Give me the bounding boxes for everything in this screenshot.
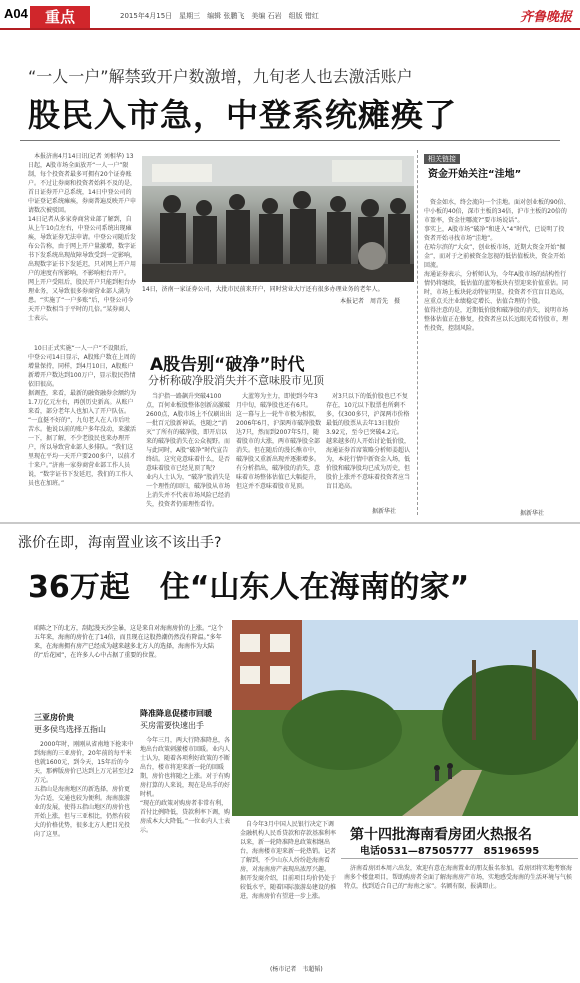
lead-photo-caption: 14日，济南一家证券公司，大批市民前来开户，同时营业大厅还有很多办理业务的老年人。	[142, 286, 384, 293]
ad-mid-body: 今年三月，两大行降准降息，各地出台政策刺激楼市回暖。业内人士认为，随着各项利好政策的不断出台，楼市将迎来新一轮的回暖期，房价也将随之上涨。对于有购房打算的人来说，现在是出手的好时机。 “现在的政策对购房者非常有利，首付比例降低，贷款利率下调，购房成本大大降低。”一位业内人士表示。	[140, 737, 231, 834]
second-subhead: 分析称破净股消失并不意味股市见顶	[148, 374, 324, 387]
tour-body: 济南看房团本周六出发，欢迎有意在海南置业的朋友报名参加。看房团将实地考察海南多个楼盘项目，帮助购房者全面了解海南房产市场，实地感受海南的生活环境与气候特点，找到适合自己的“海南之家”。名额有限，报满即止。	[344, 865, 573, 890]
lead-headline: 股民入市急，中登系统瘫痪了	[28, 96, 458, 134]
second-headline: A股告别“破净”时代	[150, 355, 305, 375]
related-link-tag: 相关链接	[424, 154, 460, 164]
photo-crowd-illustration	[142, 156, 414, 282]
sidebar-divider	[417, 150, 418, 515]
lead-column-1: 本报济南4月14日讯(记者 刘相华) 13日起，A股市场全面放开“一人一户”限制，每个投资者最多可拥有20个证券账户。不过让券商和投资者始料不及的是，首日证券开户总系统，14日中登公司的中证登记系统瘫痪，券商普遍反映开户申请数次被驳回。 14日记者从多家券商营业部了解到，自从上午10点左右，中登公司系统出现瘫痪，导致证券无法申请。中登公司随后发布公告称，由于网上开户量激增，数字证书下发系统出现故障导致受到一定影响，出现数字证书下发延迟，只对网上开户用户的速度有所影响，不影响柜台开户。 网上开户受阻后，股民开户只能到柜台办理业务，又导致很多券商营业部人满为患。“实施了“一户多账”后，中登公司今天开户数相当于平时的几倍。”某券商人士表示。	[28, 153, 136, 322]
ad-headline: 36万起 住“山东人在海南的家”	[28, 570, 470, 605]
ad-intro: 咱陈之下的北方，刮起漫天沙尘暴，这是来自对海南房价的上涨。“这个五年来，海南的房价在了14倍，而且现在这股热潮仍然没有降温。”多年来，在海南拥有房产已经成为越来越多北方人的选择，海南作为大陆的“后花园”，在许多人心中占据了重要的位置。	[34, 625, 224, 659]
second-column-1: 当沪指一路飙升突破4100点，百何业板股整体创新高激破2600点，A股市场上不仅刷出出一批百元股新神话，也随之“消灭”了所有的破净股，即开启以来的破净股消失在公众视野。而与此同时，A股“破净”时代宣告终结。这究竟意味着什么，是否意味着股市已经见顶了呢? 业内人士认为，“破净”股消失是一个理性的回归，破净股从市场上消失并不代表市场风险已经消失，投资者仍需理性看待。	[146, 393, 232, 508]
resort-photo	[232, 620, 578, 816]
resort-illustration	[232, 620, 578, 816]
ad-mid-subtitle: 买房需要快速出手	[140, 721, 204, 730]
ad-mid-title: 降准降息促楼市回暖	[140, 709, 212, 718]
ad-left-body: 2000年时，刚刚从省南地下抢来中到海南的三亚房价，20年前的每平米也就1600元，到今天，15年后的今天，那裤版房价已达到上万元甚至过2万元。 五指山是海南地区的新选择，房价更为合适，交通也较为便利。海南旅游业的发展，使得五指山地区的房价也开始上涨，但与三亚相比，仍然有较大的价格优势，很多北方人把目光投向了这里。	[34, 741, 134, 838]
lead-photo	[142, 156, 414, 282]
second-credit: 据新华社	[372, 508, 397, 515]
ad-kicker: 涨价在即，海南置业该不该出手?	[18, 535, 222, 551]
lead-photo-credit: 本报记者 周青先 摄	[340, 298, 401, 305]
tour-phone: 电话0531—87505777 85196595	[360, 846, 540, 857]
second-column-2: 大蓝筹为主力，即使到今年3月中旬，破净股也还有6只。 这一幕与上一轮牛市极为相似，2006年6月，沪深两市破净股数达7只，然而到2007年5月，随着股市的大涨，两市破净股全部消失。但在随后的漫长熊市中，破净股又重新出现并逐渐增多。 有分析指出，破净股的消失，意味着市场整体估值已大幅提升，但这并不意味着股市见顶。	[236, 393, 322, 490]
ad-right-body: 自今年3月中国人民银行决定下调金融机构人民币贷款和存款基准利率以来，新一轮降准降息政策相继出台，海南楼市迎来新一轮热销。记者了解到，不少山东人纷纷赴海南看房，对海南房产表现出浓厚兴趣。 据开发商介绍，目前项目均价仍处于较低水平，随着国际旅游岛建设的推进，海南房价有望进一步上涨。	[240, 821, 336, 900]
second-column-3: 对3只以下的低价股也已不复存在，10元以下股票也所剩不多，仅300多只，沪深两市价格最低的股票从去年13日股价3.92元，至今已突破4.2元。 越来越多的人开始讨论低价股，海通证券首席策略分析师姜超认为，本轮行情中新资金入场，低价股和破净股均已成为历史，但股价上涨并不意味着投资者应当盲目追高。	[326, 393, 411, 490]
ad-right-credit: (杨市记者 韦超韬)	[270, 966, 323, 973]
section-tag: 重点	[30, 6, 90, 28]
ad-left-subtitle: 更多侯鸟选择五指山	[34, 725, 106, 734]
page-header	[0, 0, 580, 30]
lead-column-2: 10日正式实施“一人一户”不设限后，中登公司14日显示，A股账户数在上周的增量保持，同样，到4月10日，A股账户新增开户数达到100万户，显示股民热情依旧很高。 据调查，来看，最新的融资融券余额约为1.7万亿元左右，再创历史新高。从账户来看，部分老年人也加入了开户队伍。 “一直挺不好的”，九旬老人在人市后吐苦水。他说以前的账户多年没动，来激活一下，据了解，不少老股民也来办理开户，所以导致营业部人多排队。“我们这里现在平均一天开户要200多户，以前才十来户。”济南一家券商营业部工作人员说，“数字证书下发延迟，我们的工作人员也在加班。”	[28, 345, 136, 487]
sidebar-title: 资金开始关注“洼地”	[428, 169, 522, 180]
issue-meta: 2015年4月15日 星期三 编辑 张鹏飞 美编 石岩 组版 错红	[120, 12, 319, 20]
page-number: A04	[4, 6, 28, 21]
ad-left-title: 三亚房价贵	[34, 713, 74, 722]
lead-kicker: “一人一户”解禁致开户数激增，九旬老人也去激活账户	[28, 67, 413, 86]
sidebar-credit: 据新华社	[520, 510, 545, 517]
tour-title: 第十四批海南看房团火热报名	[350, 827, 532, 843]
headline-rule	[20, 140, 560, 141]
newspaper-logo: 齐鲁晚报	[519, 10, 572, 25]
sidebar-body: 资金如水，终会流向一个洼地。面对创业板的90倍、中小板的40倍，深市主板的34倍，沪市主板的20倍的市盈率，资金往哪流?“要市场说话”。 事实上，A股市场“破净”和进入“4”时代，已说明了投资者开始寻找市场“洼地”。 在哈尔滨的“大众”，创业板市场，近期大资金开始“掘金”，而对于之前被资金忽视的低估值板块，资金开始回流。 海通证券表示，分析师认为，今年A股市场的结构性行情仍将继续，低估值的蓝筹板块有望迎来价值重估。同时，市场上板块轮动特征明显，投资者不宜盲目追高，应重点关注业绩稳定增长、估值合理的个股。 值得注意的是，近期低价股和破净股的消失，说明市场整体估值正在修复，投资者应以长远眼光看待股市，理性投资，控制风险。	[424, 199, 570, 332]
